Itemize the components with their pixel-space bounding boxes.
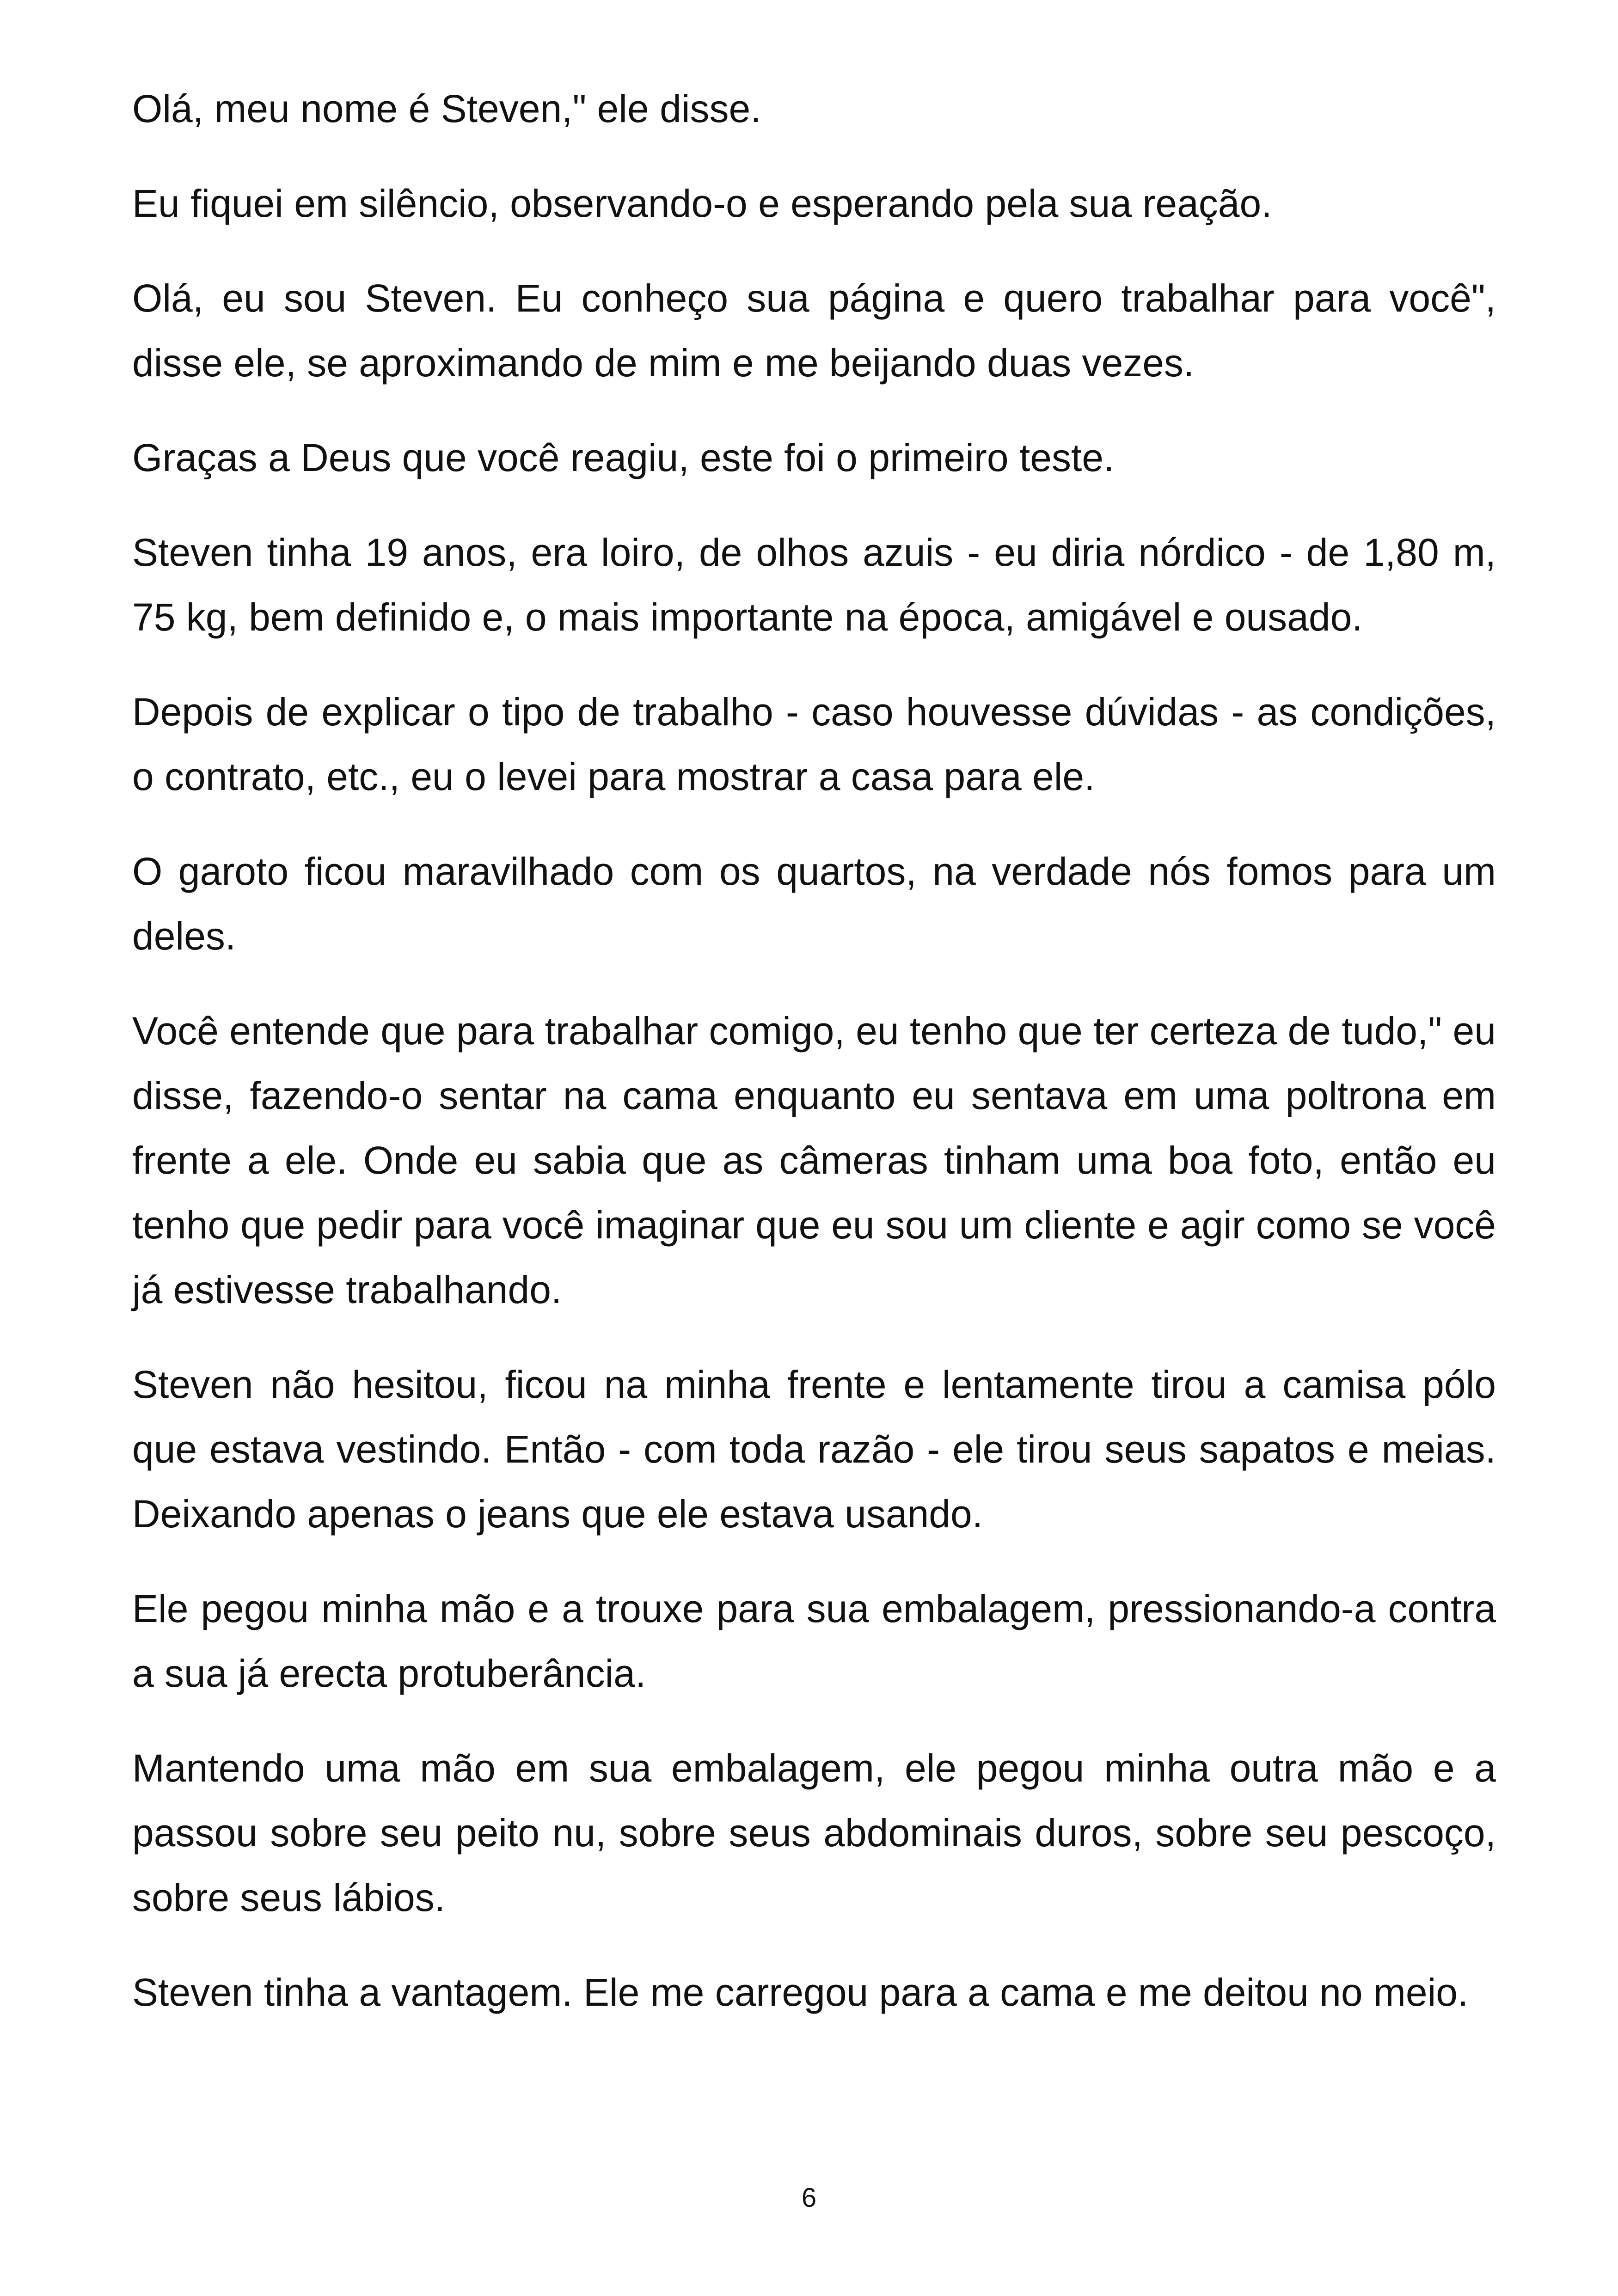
paragraph: Steven não hesitou, ficou na minha frente e lentamente tirou a camisa pólo que estava vestindo. Então - com toda razão - ele tirou seus sapatos e meias. Deixando apenas o jeans que ele estava usando.: [132, 1363, 1496, 1536]
paragraph: Olá, eu sou Steven. Eu conheço sua página e quero trabalhar para você", disse ele, se aproximando de mim e me beijando duas vezes.: [132, 276, 1496, 385]
paragraph: O garoto ficou maravilhado com os quartos, na verdade nós fomos para um deles.: [132, 850, 1496, 958]
paragraph: Steven tinha 19 anos, era loiro, de olhos azuis - eu diria nórdico - de 1,80 m, 75 kg, bem definido e, o mais importante na época, amigável e ousado.: [132, 531, 1496, 639]
paragraph: Eu fiquei em silêncio, observando-o e esperando pela sua reação.: [132, 182, 1272, 225]
page-number: 6: [801, 2183, 817, 2213]
paragraph: Você entende que para trabalhar comigo, eu tenho que ter certeza de tudo," eu disse, fazendo-o sentar na cama enquanto eu sentava em uma poltrona em frente a ele. Onde eu sabia que as câmeras tinham uma boa foto, então eu tenho que pedir para você imaginar que eu sou um cliente e agir como se você já estivesse trabalhando.: [132, 1009, 1496, 1311]
paragraph: Graças a Deus que você reagiu, este foi o primeiro teste.: [132, 436, 1115, 479]
paragraph: Ele pegou minha mão e a trouxe para sua embalagem, pressionando-a contra a sua já erecta protuberância.: [132, 1587, 1496, 1695]
paragraph: Mantendo uma mão em sua embalagem, ele pegou minha outra mão e a passou sobre seu peito nu, sobre seus abdominais duros, sobre seu pescoço, sobre seus lábios.: [132, 1746, 1496, 1919]
paragraph: Olá, meu nome é Steven," ele disse.: [132, 87, 761, 130]
paragraph: Depois de explicar o tipo de trabalho - caso houvesse dúvidas - as condições, o contrato, etc., eu o levei para mostrar a casa para ele.: [132, 690, 1496, 798]
body-text: [132, 76, 1496, 2055]
paragraph: Steven tinha a vantagem. Ele me carregou para a cama e me deitou no meio.: [132, 1971, 1469, 2014]
